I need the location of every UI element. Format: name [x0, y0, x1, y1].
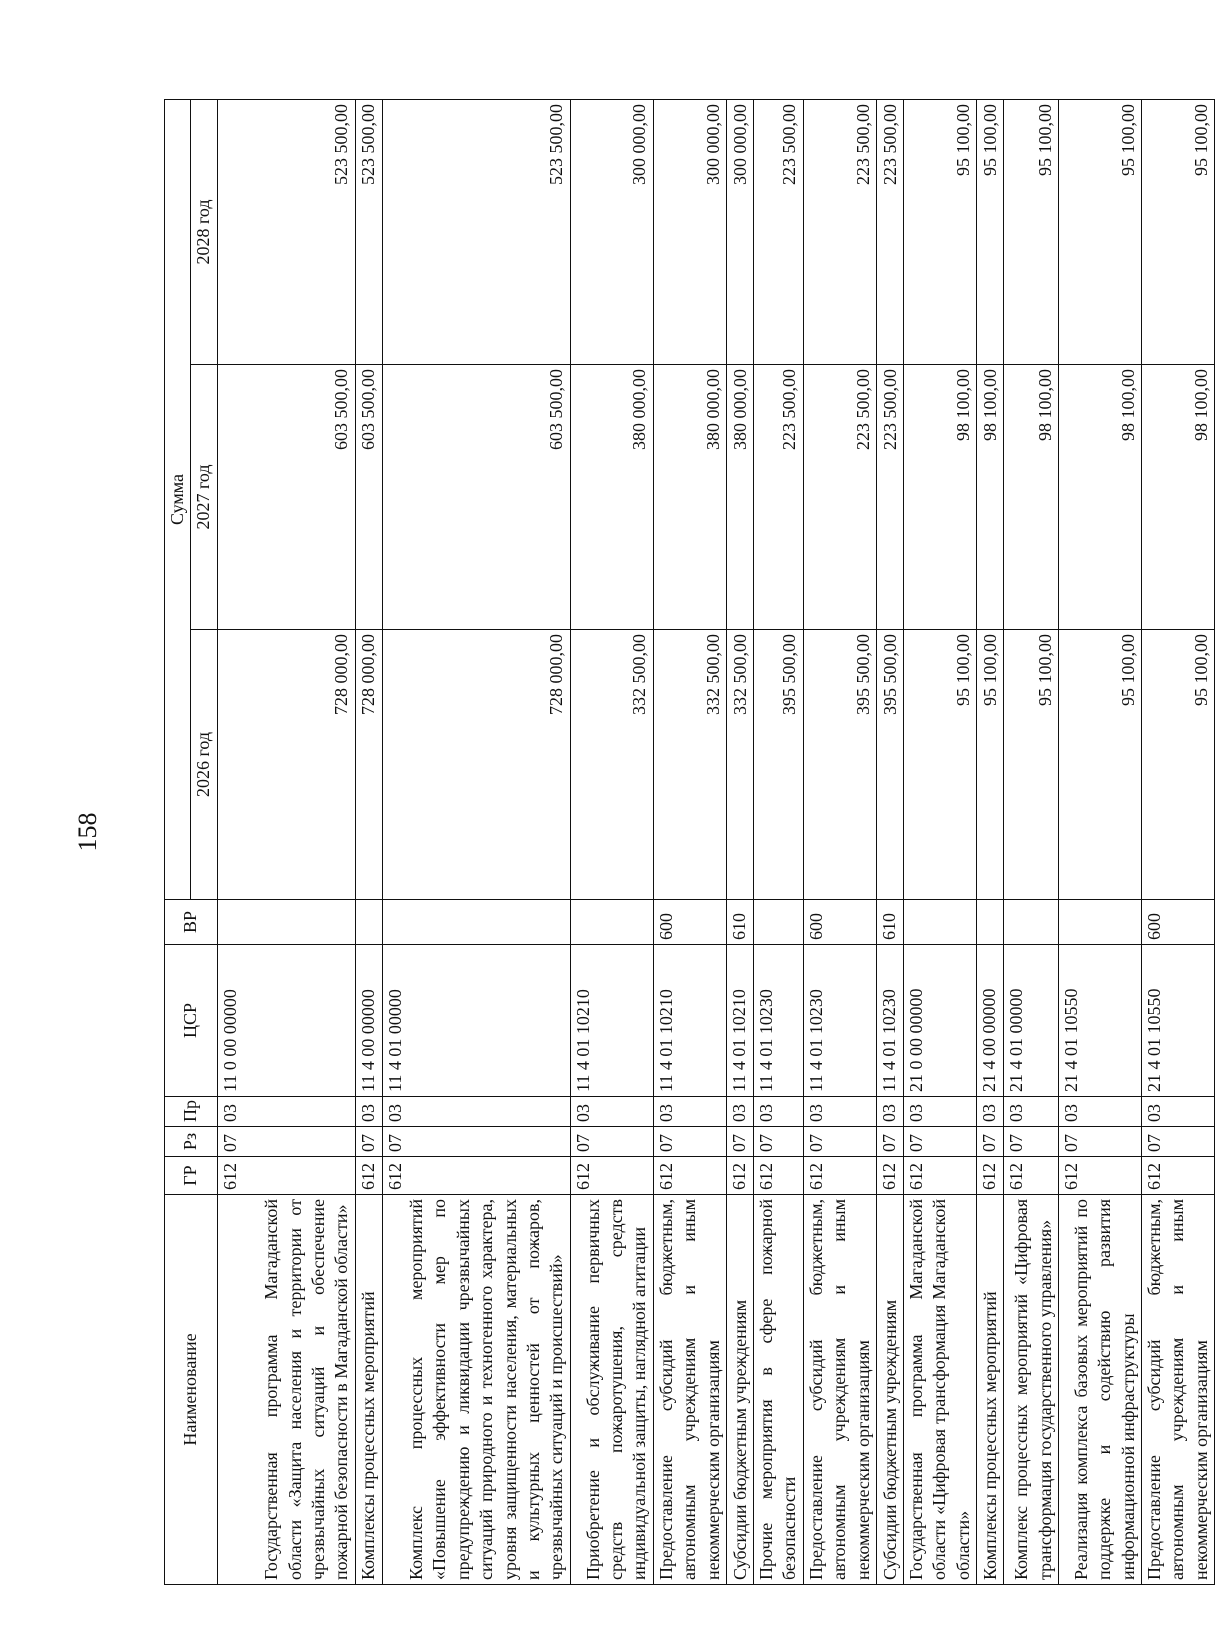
cell-rz: 07	[1059, 1127, 1142, 1157]
cell-y2028: 300 000,00	[653, 99, 726, 364]
cell-csr: 11 4 01 00000	[382, 945, 570, 1097]
cell-pr: 03	[726, 1097, 753, 1127]
cell-y2027: 380 000,00	[570, 365, 653, 630]
cell-csr: 21 4 01 10550	[1059, 945, 1142, 1097]
header-2028: 2028 год	[191, 99, 217, 364]
cell-vr	[382, 900, 570, 945]
cell-pr: 03	[570, 1097, 653, 1127]
cell-y2027: 98 100,00	[1004, 365, 1059, 630]
cell-rz: 07	[217, 1127, 355, 1157]
cell-name: Субсидии бюджетным учреждениям	[876, 1195, 903, 1585]
header-gr: ГР	[165, 1157, 218, 1195]
cell-csr: 21 4 00 00000	[977, 945, 1004, 1097]
cell-name: Прочие мероприятия в сфере пожарной безопасности	[753, 1195, 803, 1585]
cell-y2027: 380 000,00	[653, 365, 726, 630]
table-row	[1059, 99, 1142, 1584]
cell-rz: 07	[382, 1127, 570, 1157]
cell-y2026: 728 000,00	[217, 630, 355, 900]
cell-y2027: 603 500,00	[355, 365, 382, 630]
cell-y2027: 380 000,00	[726, 365, 753, 630]
header-row-1	[165, 99, 191, 1584]
cell-y2026: 95 100,00	[903, 630, 976, 900]
cell-pr: 03	[217, 1097, 355, 1127]
cell-y2028: 95 100,00	[1059, 99, 1142, 364]
cell-y2028: 523 500,00	[355, 99, 382, 364]
cell-csr: 11 4 01 10230	[803, 945, 876, 1097]
cell-y2028: 223 500,00	[803, 99, 876, 364]
cell-rz: 07	[1004, 1127, 1059, 1157]
cell-gr: 612	[977, 1157, 1004, 1195]
cell-name: Комплекс процессных мероприятий «Повышение эффективности мер по предупреждению и ликвидации чрезвычайных ситуаций природного и техногенного характера, уровня защищенности населения, материальных и культурных ценностей от пожаров, чрезвычайных ситуаций и происшествий»	[382, 1195, 570, 1585]
cell-y2026: 332 500,00	[726, 630, 753, 900]
cell-csr: 11 4 01 10230	[876, 945, 903, 1097]
table-row	[903, 99, 976, 1584]
table-row	[217, 99, 355, 1584]
cell-y2026: 95 100,00	[977, 630, 1004, 900]
cell-name: Предоставление субсидий бюджетным, автономным учреждениям и иным некоммерческим организациям	[653, 1195, 726, 1585]
cell-vr	[977, 900, 1004, 945]
cell-vr: 600	[1142, 900, 1215, 945]
table-row	[977, 99, 1004, 1584]
table-body	[217, 99, 1214, 1584]
cell-pr: 03	[1142, 1097, 1215, 1127]
cell-vr	[1004, 900, 1059, 945]
cell-gr: 612	[1004, 1157, 1059, 1195]
cell-gr: 612	[803, 1157, 876, 1195]
cell-gr: 612	[653, 1157, 726, 1195]
cell-csr: 21 4 01 00000	[1004, 945, 1059, 1097]
header-name: Наименование	[165, 1195, 218, 1585]
cell-y2028: 223 500,00	[876, 99, 903, 364]
cell-csr: 11 4 00 00000	[355, 945, 382, 1097]
cell-vr	[753, 900, 803, 945]
cell-y2026: 332 500,00	[570, 630, 653, 900]
cell-gr: 612	[1142, 1157, 1215, 1195]
cell-csr: 11 4 01 10210	[570, 945, 653, 1097]
cell-rz: 07	[726, 1127, 753, 1157]
table-row	[753, 99, 803, 1584]
cell-gr: 612	[876, 1157, 903, 1195]
cell-y2027: 223 500,00	[803, 365, 876, 630]
cell-name: Комплексы процессных мероприятий	[355, 1195, 382, 1585]
cell-vr: 600	[653, 900, 726, 945]
cell-name: Субсидии бюджетным учреждениям	[726, 1195, 753, 1585]
cell-vr: 610	[876, 900, 903, 945]
cell-y2028: 300 000,00	[726, 99, 753, 364]
cell-y2027: 223 500,00	[753, 365, 803, 630]
cell-y2026: 95 100,00	[1004, 630, 1059, 900]
cell-pr: 03	[803, 1097, 876, 1127]
cell-pr: 03	[903, 1097, 976, 1127]
cell-rz: 07	[570, 1127, 653, 1157]
cell-name: Государственная программа Магаданской области «Защита населения и территории от чрезвычайных ситуаций и обеспечение пожарной безопасности в Магаданской области»	[217, 1195, 355, 1585]
cell-y2026: 728 000,00	[355, 630, 382, 900]
cell-y2028: 223 500,00	[753, 99, 803, 364]
cell-y2026: 95 100,00	[1059, 630, 1142, 900]
cell-y2026: 332 500,00	[653, 630, 726, 900]
cell-rz: 07	[803, 1127, 876, 1157]
cell-rz: 07	[876, 1127, 903, 1157]
budget-table	[164, 99, 1215, 1585]
cell-rz: 07	[1142, 1127, 1215, 1157]
cell-vr	[903, 900, 976, 945]
cell-pr: 03	[355, 1097, 382, 1127]
cell-y2027: 223 500,00	[876, 365, 903, 630]
header-2026: 2026 год	[191, 630, 217, 900]
cell-pr: 03	[382, 1097, 570, 1127]
header-sum: Сумма	[165, 99, 191, 899]
cell-y2028: 95 100,00	[1142, 99, 1215, 364]
cell-y2027: 98 100,00	[977, 365, 1004, 630]
cell-y2026: 395 500,00	[753, 630, 803, 900]
cell-name: Государственная программа Магаданской области «Цифровая трансформация Магаданской области»	[903, 1195, 976, 1585]
cell-rz: 07	[977, 1127, 1004, 1157]
cell-name: Комплекс процессных мероприятий «Цифровая трансформация государственного управления»	[1004, 1195, 1059, 1585]
cell-csr: 11 4 01 10230	[753, 945, 803, 1097]
table-row	[1142, 99, 1215, 1584]
table-row	[803, 99, 876, 1584]
header-pr: Пр	[165, 1097, 218, 1127]
cell-gr: 612	[217, 1157, 355, 1195]
cell-gr: 612	[1059, 1157, 1142, 1195]
cell-y2026: 395 500,00	[876, 630, 903, 900]
cell-vr: 610	[726, 900, 753, 945]
cell-gr: 612	[726, 1157, 753, 1195]
cell-csr: 21 4 01 10550	[1142, 945, 1215, 1097]
cell-gr: 612	[753, 1157, 803, 1195]
cell-rz: 07	[753, 1127, 803, 1157]
budget-table-rotated	[164, 100, 1211, 1585]
cell-y2028: 95 100,00	[977, 99, 1004, 364]
cell-csr: 21 0 00 00000	[903, 945, 976, 1097]
cell-csr: 11 4 01 10210	[653, 945, 726, 1097]
cell-vr	[1059, 900, 1142, 945]
cell-gr: 612	[570, 1157, 653, 1195]
table-row	[1004, 99, 1059, 1584]
cell-pr: 03	[1004, 1097, 1059, 1127]
cell-y2028: 523 500,00	[382, 99, 570, 364]
cell-y2026: 395 500,00	[803, 630, 876, 900]
cell-y2027: 603 500,00	[217, 365, 355, 630]
page-number: 158	[73, 812, 102, 852]
cell-y2027: 98 100,00	[903, 365, 976, 630]
cell-name: Приобретение и обслуживание первичных средств пожаротушения, средств индивидуальной защиты, наглядной агитации	[570, 1195, 653, 1585]
cell-name: Предоставление субсидий бюджетным, автономным учреждениям и иным некоммерческим организациям	[1142, 1195, 1215, 1585]
cell-name: Реализация комплекса базовых мероприятий по поддержке и содействию развития информационной инфраструктуры	[1059, 1195, 1142, 1585]
cell-y2028: 95 100,00	[1004, 99, 1059, 364]
cell-rz: 07	[355, 1127, 382, 1157]
cell-name: Комплексы процессных мероприятий	[977, 1195, 1004, 1585]
table-row	[355, 99, 382, 1584]
cell-name: Предоставление субсидий бюджетным, автономным учреждениям и иным некоммерческим организациям	[803, 1195, 876, 1585]
cell-pr: 03	[1059, 1097, 1142, 1127]
cell-vr: 600	[803, 900, 876, 945]
cell-y2028: 523 500,00	[217, 99, 355, 364]
cell-y2028: 95 100,00	[903, 99, 976, 364]
table-row	[726, 99, 753, 1584]
header-csr: ЦСР	[165, 945, 218, 1097]
cell-vr	[570, 900, 653, 945]
cell-pr: 03	[876, 1097, 903, 1127]
cell-vr	[217, 900, 355, 945]
cell-gr: 612	[903, 1157, 976, 1195]
header-rz: Рз	[165, 1127, 218, 1157]
table-row	[876, 99, 903, 1584]
table-row	[570, 99, 653, 1584]
cell-y2026: 95 100,00	[1142, 630, 1215, 900]
cell-csr: 11 4 01 10210	[726, 945, 753, 1097]
cell-y2027: 603 500,00	[382, 365, 570, 630]
cell-pr: 03	[653, 1097, 726, 1127]
table-row	[382, 99, 570, 1584]
cell-pr: 03	[977, 1097, 1004, 1127]
cell-gr: 612	[382, 1157, 570, 1195]
header-2027: 2027 год	[191, 365, 217, 630]
cell-csr: 11 0 00 00000	[217, 945, 355, 1097]
cell-rz: 07	[903, 1127, 976, 1157]
cell-y2026: 728 000,00	[382, 630, 570, 900]
cell-y2028: 300 000,00	[570, 99, 653, 364]
header-vr: ВР	[165, 900, 218, 945]
cell-pr: 03	[753, 1097, 803, 1127]
cell-vr	[355, 900, 382, 945]
cell-rz: 07	[653, 1127, 726, 1157]
cell-y2027: 98 100,00	[1142, 365, 1215, 630]
table-row	[653, 99, 726, 1584]
cell-gr: 612	[355, 1157, 382, 1195]
cell-y2027: 98 100,00	[1059, 365, 1142, 630]
